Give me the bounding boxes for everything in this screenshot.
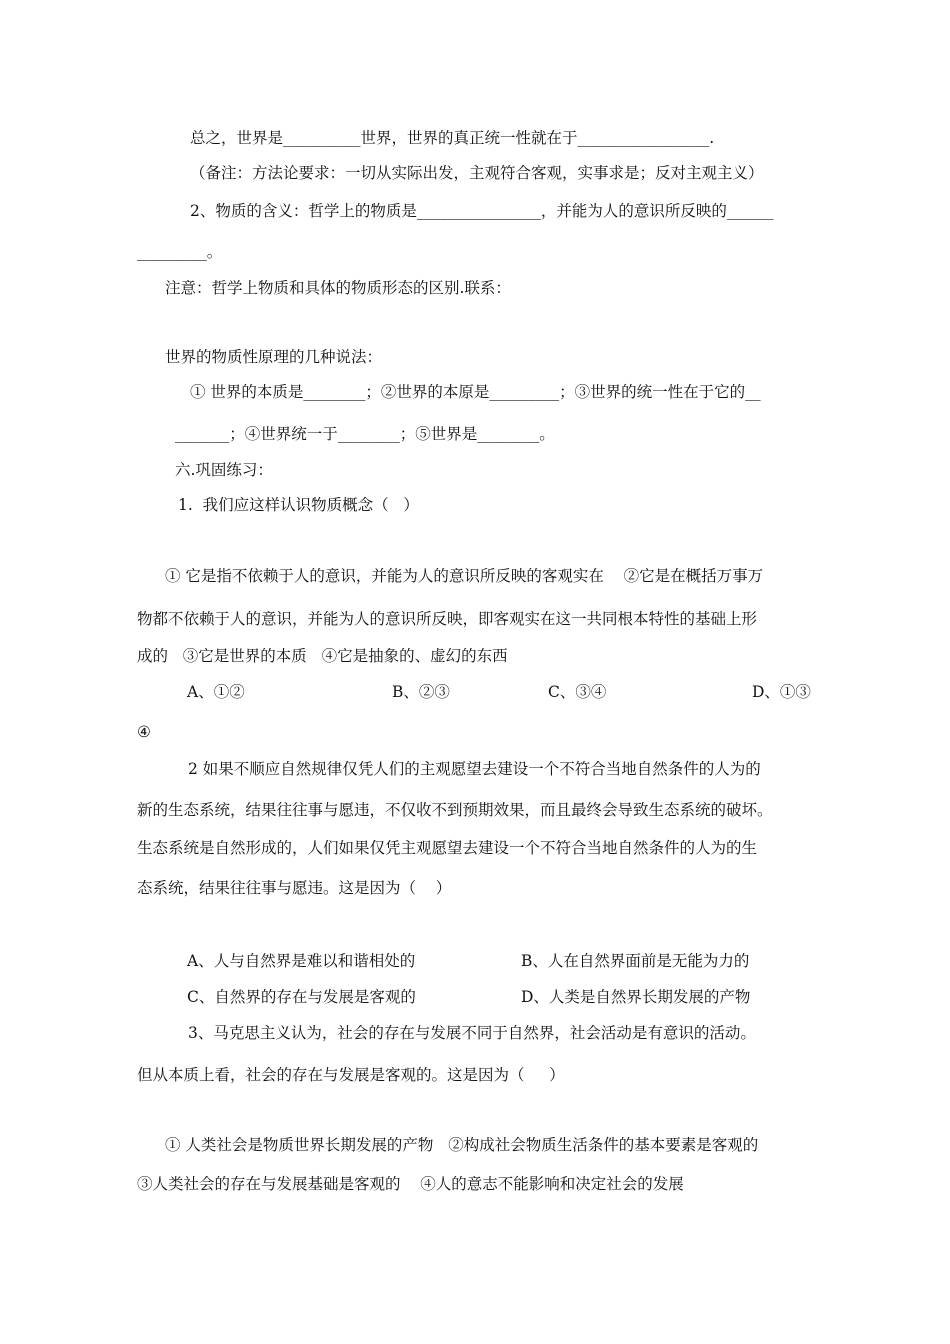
matter-definition-cont: _________。 — [137, 243, 223, 261]
question-2-line: 生态系统是自然形成的，人们如果仅凭主观愿望去建设一个不符合当地自然条件的人为的生 — [137, 839, 758, 857]
question-2-line: 态系统，结果往往事与愿违。这是因为（ ） — [137, 879, 452, 897]
q1-option-d-cont: ④ — [137, 723, 151, 741]
summary-line: 总之，世界是__________世界，世界的真正统一性就在于_________________. — [190, 129, 715, 147]
q2-option-d: D、人类是自然界长期发展的产物 — [521, 988, 751, 1006]
question-3-line: 但从本质上看，社会的存在与发展是客观的。这是因为（ ） — [137, 1066, 565, 1084]
q1-option-d: D、①③ — [752, 683, 811, 701]
question-2-line: 2 如果不顺应自然规律仅凭人们的主观愿望去建设一个不符合当地自然条件的人为的 — [188, 760, 761, 778]
q2-option-a: A、人与自然界是难以和谐相处的 — [187, 952, 416, 970]
principle-heading: 世界的物质性原理的几种说法： — [165, 348, 383, 366]
attention-line: 注意：哲学上物质和具体的物质形态的区别.联系： — [165, 279, 511, 297]
q1-option-b: B、②③ — [392, 683, 450, 701]
q1-option-c: C、③④ — [548, 683, 607, 701]
principle-blanks-cont: _______；④世界统一于________；⑤世界是________。 — [175, 425, 555, 443]
principle-blanks-line: ① 世界的本质是________；②世界的本原是_________；③世界的统一性在于它的__ — [190, 383, 761, 401]
q1-statement-line: 成的 ③它是世界的本质 ④它是抽象的、虚幻的东西 — [137, 647, 508, 665]
section-heading-practice: 六.巩固练习： — [175, 461, 273, 479]
question-3-line: 3、马克思主义认为，社会的存在与发展不同于自然界，社会活动是有意识的活动。 — [188, 1024, 756, 1042]
q1-statement-line: ① 它是指不依赖于人的意识，并能为人的意识所反映的客观实在 ②它是在概括万事万 — [165, 567, 764, 585]
q2-option-b: B、人在自然界面前是无能为力的 — [521, 952, 750, 970]
q2-option-c: C、自然界的存在与发展是客观的 — [187, 988, 416, 1006]
q3-statement-line: ① 人类社会是物质世界长期发展的产物 ②构成社会物质生活条件的基本要素是客观的 — [165, 1136, 759, 1154]
question-2-line: 新的生态系统，结果往往事与愿违，不仅收不到预期效果，而且最终会导致生态系统的破坏。 — [137, 801, 773, 819]
q1-statement-line: 物都不依赖于人的意识，并能为人的意识所反映，即客观实在这一共同根本特性的基础上形 — [137, 610, 758, 628]
q3-statement-line: ③人类社会的存在与发展基础是客观的 ④人的意志不能影响和决定社会的发展 — [137, 1175, 684, 1193]
question-1: 1. 我们应这样认识物质概念（ ） — [178, 496, 419, 514]
note-line: （备注：方法论要求：一切从实际出发，主观符合客观，实事求是；反对主观主义） — [190, 164, 764, 182]
q1-option-a: A、①② — [187, 683, 245, 701]
matter-definition-line: 2、物质的含义：哲学上的物质是________________，并能为人的意识所反映的______ — [190, 202, 774, 220]
